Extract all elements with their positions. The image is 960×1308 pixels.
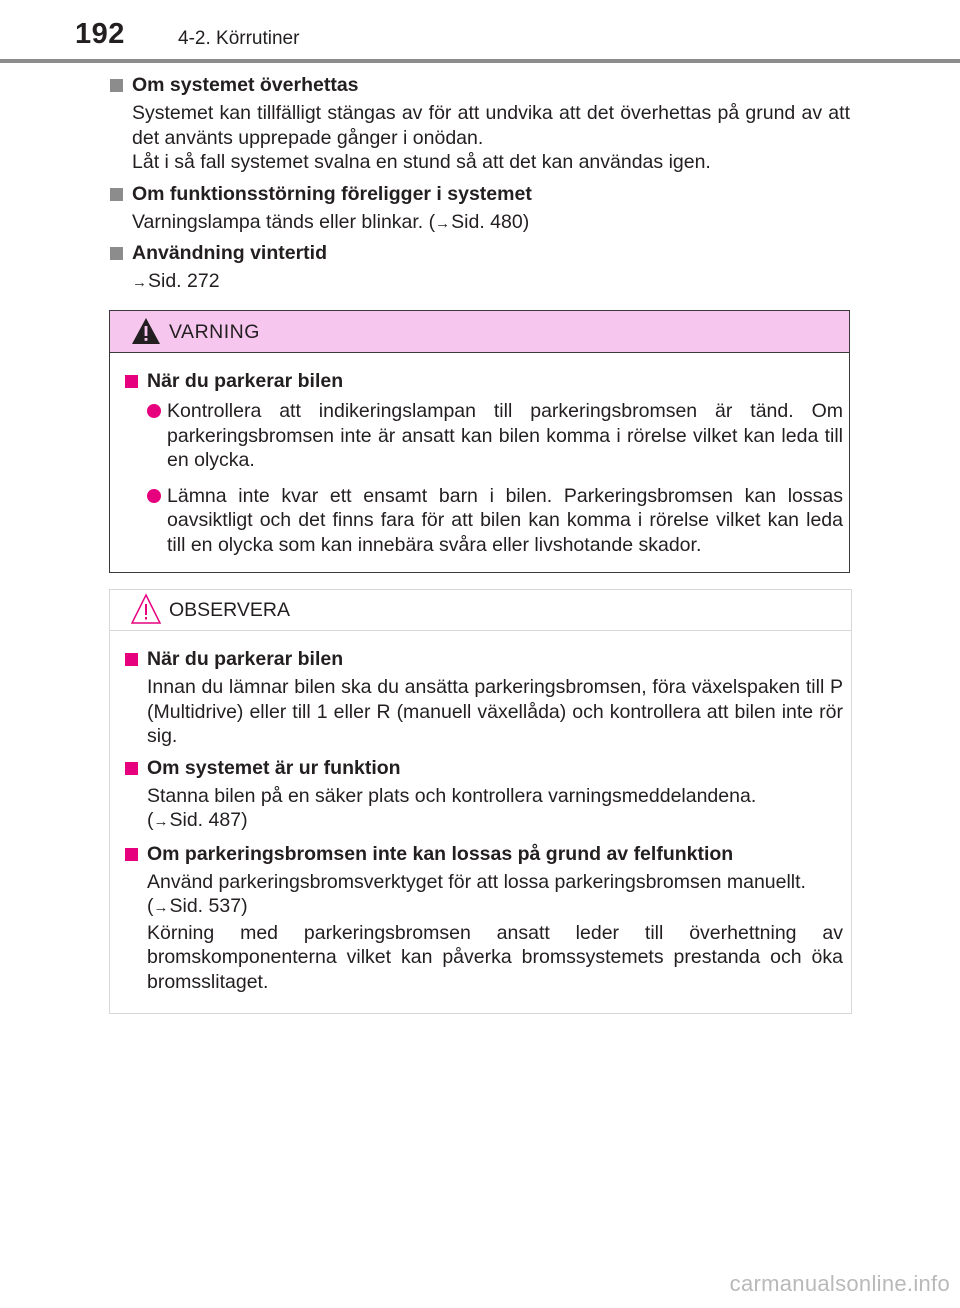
notice-text: Innan du lämnar bilen ska du ansätta parkeringsbromsen, föra växelspaken till P (Multidrive) eller till 1 eller R (manuell växellåda) och kontrollera att bilen inte rör sig. xyxy=(147,676,843,747)
gray-square-icon xyxy=(110,188,123,201)
warning-box xyxy=(109,310,850,573)
item-body: Varningslampa tänds eller blinkar. (→Sid. 480) xyxy=(110,210,850,237)
item-body xyxy=(110,269,850,296)
page-number: 192 xyxy=(75,18,125,50)
item-winter xyxy=(110,241,850,296)
pink-square-icon xyxy=(125,375,138,388)
page-reference[interactable]: Sid. 537 xyxy=(169,895,242,917)
arrow-right-icon: → xyxy=(132,274,147,291)
gray-square-icon xyxy=(110,247,123,260)
page-header xyxy=(0,0,960,62)
notice-content xyxy=(125,647,843,994)
arrow-right-icon: → xyxy=(153,899,169,916)
watermark: carmanualsonline.info xyxy=(729,1271,950,1296)
gray-square-icon xyxy=(110,79,123,92)
pink-square-icon xyxy=(125,848,138,861)
notice-section xyxy=(125,842,843,995)
pink-square-icon xyxy=(125,762,138,775)
warning-content xyxy=(125,369,843,557)
warning-bullet: Kontrollera att indikeringslampan till parkeringsbromsen är tänd. Om parkeringsbromsen inte är ansatt kan bilen komma i rörelse vilket kan leda till en olycka. xyxy=(125,399,843,473)
notice-heading: När du parkerar bilen xyxy=(147,648,344,670)
notice-section xyxy=(125,647,843,749)
item-malfunction xyxy=(110,182,850,237)
header-rule xyxy=(0,59,960,63)
notice-box xyxy=(109,589,852,1014)
arrow-right-icon: → xyxy=(435,215,451,232)
item-overheating xyxy=(110,73,850,175)
notice-text: Stanna bilen på en säker plats och kontrollera varningsmeddelandena. (→Sid. 487) xyxy=(125,784,843,835)
body-line: Låt i så fall systemet svalna en stund så att det kan användas igen. xyxy=(132,151,711,173)
notice-heading: Om systemet är ur funktion xyxy=(147,756,401,779)
item-heading: Om funktionsstörning föreligger i systemet xyxy=(132,183,532,205)
warning-triangle-icon xyxy=(131,316,161,346)
warning-heading: När du parkerar bilen xyxy=(147,370,344,392)
notice-header xyxy=(110,590,851,631)
notice-section xyxy=(125,756,843,835)
item-heading: Användning vintertid xyxy=(132,242,327,264)
pink-dot-icon xyxy=(147,489,161,503)
page-reference[interactable]: Sid. 487 xyxy=(169,809,242,831)
notice-title: OBSERVERA xyxy=(169,599,291,621)
item-heading: Om systemet överhettas xyxy=(132,74,359,96)
body-line: Systemet kan tillfälligt stängas av för att undvika att det överhettas på grund av att det använts upprepade gånger i onödan. xyxy=(132,102,850,149)
warning-title: VARNING xyxy=(169,321,260,343)
pink-square-icon xyxy=(125,653,138,666)
page-reference[interactable]: Sid. 272 xyxy=(148,270,220,292)
section-title: 4-2. Körrutiner xyxy=(178,28,300,49)
arrow-right-icon: → xyxy=(153,813,169,830)
page-reference[interactable]: Sid. 480 xyxy=(451,211,523,233)
notice-text: Använd parkeringsbromsverktyget för att lossa parkeringsbromsen manuellt. (→Sid. 537) Körning med parkeringsbromsen ansatt leder till överhettning av bromskomponenterna vilket kan påverka bromssystemets prestanda och öka bromsslitaget. xyxy=(147,870,843,993)
warning-header xyxy=(110,311,849,353)
caution-triangle-icon xyxy=(131,593,161,625)
item-body xyxy=(110,101,850,175)
warning-bullet: Lämna inte kvar ett ensamt barn i bilen. Parkeringsbromsen kan lossas oavsiktligt och det finns fara för att bilen kan komma i rörelse vilket kan leda till en olycka som kan innebära svåra eller livshotande skador. xyxy=(125,484,843,558)
pink-dot-icon xyxy=(147,404,161,418)
notice-heading: Om parkeringsbromsen inte kan lossas på grund av felfunktion xyxy=(147,842,734,865)
